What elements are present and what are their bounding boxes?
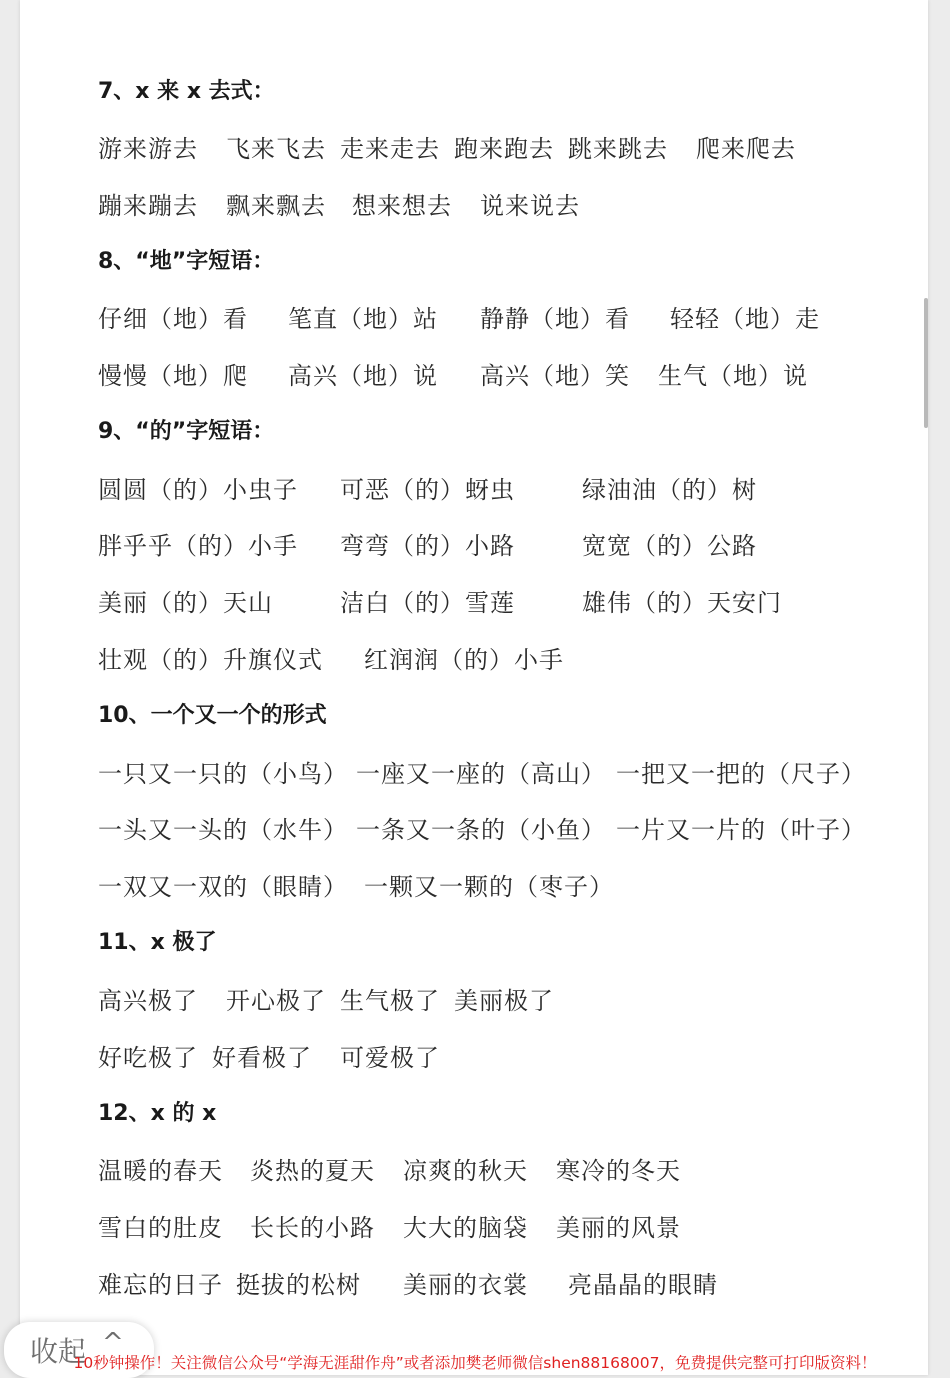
phrase-row — [20, 869, 920, 905]
phrase-item: 好吃极了 — [98, 1044, 198, 1072]
phrase-row — [20, 358, 920, 394]
phrase-item: 说来说去 — [480, 192, 580, 220]
phrase-item: 飘来飘去 — [226, 192, 326, 220]
chevron-up-icon: ^ — [102, 1328, 124, 1358]
phrase-item: 一把又一把的（尺子） — [616, 760, 866, 788]
phrase-row — [20, 585, 920, 621]
phrase-item: 笔直（地）站 — [288, 305, 438, 333]
phrase-item: 红润润（的）小手 — [364, 646, 564, 674]
phrase-item: 开心极了 — [226, 987, 326, 1015]
phrase-item: 生气极了 — [340, 987, 440, 1015]
phrase-item: 好看极了 — [212, 1044, 312, 1072]
phrase-item: 美丽极了 — [454, 987, 554, 1015]
phrase-item: 弯弯（的）小路 — [340, 532, 515, 560]
phrase-item: 跑来跑去 — [454, 135, 554, 163]
phrase-item: 慢慢（地）爬 — [98, 362, 248, 390]
phrase-row — [20, 1040, 920, 1076]
phrase-item: 一颗又一颗的（枣子） — [364, 873, 614, 901]
collapse-label: 收起 — [30, 1335, 87, 1368]
phrase-row — [20, 528, 920, 564]
phrase-row — [20, 131, 920, 167]
phrase-item: 圆圆（的）小虫子 — [98, 476, 298, 504]
scrollbar[interactable] — [924, 298, 928, 428]
phrase-item: 轻轻（地）走 — [670, 305, 820, 333]
phrase-item: 长长的小路 — [250, 1214, 375, 1242]
phrase-item: 绿油油（的）树 — [582, 476, 757, 504]
phrase-row — [20, 642, 920, 678]
section-heading: 12、x 的 x — [98, 1101, 217, 1126]
phrase-item: 炎热的夏天 — [250, 1157, 375, 1185]
phrase-item: 高兴（地）说 — [288, 362, 438, 390]
phrase-item: 宽宽（的）公路 — [582, 532, 757, 560]
phrase-item: 亮晶晶的眼睛 — [568, 1271, 718, 1299]
phrase-item: 一头又一头的（水牛） — [98, 816, 348, 844]
phrase-item: 爬来爬去 — [696, 135, 796, 163]
phrase-item: 一双又一双的（眼睛） — [98, 873, 348, 901]
phrase-item: 难忘的日子 — [98, 1271, 223, 1299]
phrase-item: 寒冷的冬天 — [556, 1157, 681, 1185]
phrase-item: 温暖的春天 — [98, 1157, 223, 1185]
phrase-item: 仔细（地）看 — [98, 305, 248, 333]
phrase-row — [20, 188, 920, 224]
phrase-item: 美丽的衣裳 — [403, 1271, 528, 1299]
phrase-row — [20, 1210, 920, 1246]
phrase-item: 静静（地）看 — [480, 305, 630, 333]
phrase-item: 走来走去 — [340, 135, 440, 163]
phrase-item: 生气（地）说 — [658, 362, 808, 390]
phrase-item: 凉爽的秋天 — [403, 1157, 528, 1185]
phrase-item: 美丽的风景 — [556, 1214, 681, 1242]
phrase-row — [20, 983, 920, 1019]
phrase-item: 胖乎乎（的）小手 — [98, 532, 298, 560]
section-heading: 8、“地”字短语： — [98, 249, 275, 274]
phrase-item: 一片又一片的（叶子） — [616, 816, 866, 844]
phrase-item: 一只又一只的（小鸟） — [98, 760, 348, 788]
phrase-item: 跳来跳去 — [568, 135, 668, 163]
phrase-row — [20, 301, 920, 337]
phrase-row — [20, 1153, 920, 1189]
phrase-item: 挺拔的松树 — [236, 1271, 361, 1299]
phrase-item: 一座又一座的（高山） — [356, 760, 606, 788]
section-heading: 7、x 来 x 去式： — [98, 79, 275, 104]
phrase-item: 飞来飞去 — [226, 135, 326, 163]
promo-footer: 10秒钟操作！关注微信公众号“学海无涯甜作舟”或者添加樊老师微信shen88168007，免费提供完整可打印版资料！ — [73, 1354, 877, 1372]
section-heading: 10、一个又一个的形式 — [98, 703, 327, 728]
phrase-item: 壮观（的）升旗仪式 — [98, 646, 323, 674]
phrase-item: 一条又一条的（小鱼） — [356, 816, 606, 844]
phrase-row — [20, 1267, 920, 1303]
phrase-item: 可恶（的）蚜虫 — [340, 476, 515, 504]
phrase-item: 雄伟（的）天安门 — [582, 589, 782, 617]
phrase-item: 美丽（的）天山 — [98, 589, 273, 617]
phrase-item: 雪白的肚皮 — [98, 1214, 223, 1242]
phrase-item: 高兴极了 — [98, 987, 198, 1015]
phrase-row — [20, 472, 920, 508]
phrase-item: 洁白（的）雪莲 — [340, 589, 515, 617]
phrase-item: 高兴（地）笑 — [480, 362, 630, 390]
phrase-row — [20, 812, 920, 848]
phrase-item: 游来游去 — [98, 135, 198, 163]
phrase-item: 想来想去 — [352, 192, 452, 220]
section-heading: 11、x 极了 — [98, 930, 217, 955]
phrase-row — [20, 756, 920, 792]
section-heading: 9、“的”字短语： — [98, 419, 275, 444]
phrase-item: 蹦来蹦去 — [98, 192, 198, 220]
document-page — [20, 0, 928, 1375]
phrase-item: 可爱极了 — [340, 1044, 440, 1072]
phrase-item: 大大的脑袋 — [403, 1214, 528, 1242]
